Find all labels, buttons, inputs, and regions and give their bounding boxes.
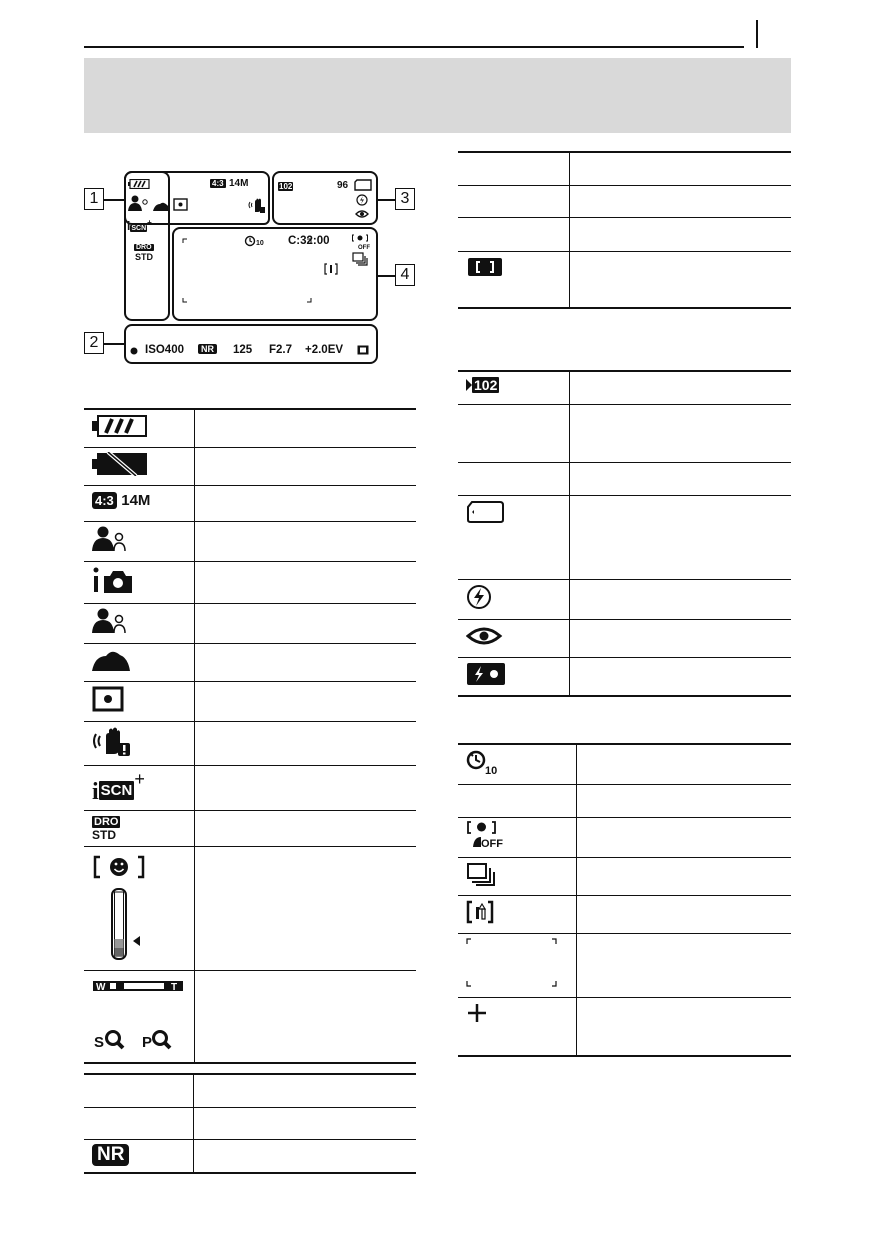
table-row: [458, 404, 791, 462]
superior-auto-icon: iSCN+: [127, 218, 152, 233]
smile-detection-icon: [92, 851, 162, 961]
table-row: [458, 934, 791, 998]
zoom-scale-icon: [92, 975, 186, 1053]
top-rule: [84, 46, 744, 48]
table-row: [84, 644, 416, 682]
image-size-text: 14M: [121, 492, 151, 509]
table-row: [458, 462, 791, 495]
af-range-finder-icon: [466, 938, 558, 988]
landscape-icon: [92, 648, 132, 672]
nr-badge: NR: [198, 344, 217, 355]
superior-auto-i: i: [92, 779, 99, 805]
self-timer-seconds: 10: [256, 240, 264, 247]
self-timer-icon: [244, 235, 256, 247]
spot-metering-icon: [92, 686, 126, 712]
spot-metering-crosshair-icon: [466, 1002, 488, 1024]
burst-icon: [466, 862, 500, 886]
table-right-2: [458, 370, 791, 697]
table-left-1: [84, 408, 416, 1064]
camera-shake-warning-icon: [92, 726, 138, 756]
red-eye-icon: [466, 624, 506, 648]
callout-line-3: [378, 199, 395, 201]
table-row: [458, 744, 791, 785]
table-row: [84, 522, 416, 562]
callout-2: 2: [84, 332, 104, 354]
table-row: [84, 1139, 416, 1173]
table-row: [458, 785, 791, 818]
self-timer-seconds: 10: [485, 765, 498, 775]
record-dot-icon: [130, 347, 138, 355]
flash-off-icon: [466, 584, 494, 610]
af-frame-icon: [466, 256, 506, 278]
histogram-icon: [324, 263, 338, 275]
self-timer-icon: [466, 749, 506, 775]
scene-recognition-icon: [92, 608, 128, 634]
table-row: [458, 619, 791, 657]
memory-card-icon: [466, 500, 506, 524]
table-row: [458, 896, 791, 934]
superior-auto-icon: SCN: [100, 782, 133, 799]
af-range-finder-frame: [182, 238, 312, 303]
callout-4: 4: [395, 264, 415, 286]
table-row: [458, 998, 791, 1056]
iso-value: ISO400: [145, 344, 184, 356]
face-off-text: OFF: [481, 838, 503, 848]
battery-full-icon: [92, 414, 148, 438]
table-row: [84, 722, 416, 766]
flash-off-icon: [356, 194, 368, 206]
table-row: [84, 448, 416, 486]
table-row: [84, 1074, 416, 1107]
smart-zoom-label: S: [94, 1034, 105, 1051]
table-row: [458, 495, 791, 579]
recording-time: C:32:00: [288, 235, 330, 247]
landscape-icon: [153, 201, 170, 211]
folder-icon: 102: [279, 182, 293, 191]
remaining-count: 96: [337, 180, 349, 191]
table-row: [458, 217, 791, 251]
dro-icon: DRO: [136, 244, 152, 251]
face-detection-icon: [128, 195, 150, 211]
table-right-3: [458, 743, 791, 1057]
aperture-value: F2.7: [269, 344, 293, 356]
exposure-value: +2.0EV: [305, 344, 344, 356]
table-row: [84, 604, 416, 644]
zoom-wide-label: W: [96, 982, 106, 993]
table-row: [458, 858, 791, 896]
battery-full-icon: [128, 179, 150, 189]
table-row: [84, 409, 416, 448]
section-header-band: [84, 58, 791, 133]
memory-card-icon: [354, 179, 372, 191]
table-row: [458, 657, 791, 696]
dro-mode: STD: [92, 828, 116, 842]
callout-3: 3: [395, 188, 415, 210]
battery-exhausted-icon: [92, 452, 148, 476]
table-row: [458, 251, 791, 308]
histogram-icon: [466, 900, 496, 924]
red-eye-icon: [355, 209, 369, 219]
callout-line-2: [104, 343, 126, 345]
table-row: [84, 847, 416, 971]
table-left-2: [84, 1073, 416, 1174]
table-right-1: [458, 151, 791, 309]
table-row: [84, 811, 416, 847]
table-row: [84, 562, 416, 604]
intelligent-auto-icon: [92, 566, 142, 594]
table-row: [84, 682, 416, 722]
dro-mode: STD: [135, 252, 153, 262]
table-row: [458, 152, 791, 185]
callout-line-4: [378, 275, 395, 277]
precision-zoom-label: P: [142, 1034, 153, 1051]
image-size-text: 14M: [229, 178, 249, 189]
table-row: [84, 971, 416, 1064]
spot-frame-icon: [357, 345, 369, 355]
screen-diagram: [82, 168, 410, 368]
flash-charging-icon: [466, 662, 508, 686]
nr-icon: NR: [92, 1144, 129, 1166]
table-row: [458, 371, 791, 404]
aspect-badge: 4:3: [92, 492, 117, 509]
plus-mark: +: [134, 769, 145, 789]
camera-shake-icon: [248, 196, 266, 214]
aspect-badge: 4:3: [212, 179, 224, 188]
table-row: [84, 1107, 416, 1139]
corner-rule: [756, 20, 758, 48]
callout-line-1: [104, 199, 126, 201]
face-detection-icon: [92, 526, 128, 552]
dro-icon: DRO: [94, 816, 119, 828]
table-row: [458, 818, 791, 858]
shutter-speed: 125: [233, 344, 253, 356]
spot-metering-icon: [173, 198, 188, 211]
face-off-text: OFF: [358, 245, 370, 251]
recording-folder-icon: 102: [474, 377, 498, 393]
zoom-tele-label: T: [171, 982, 178, 993]
table-row: [84, 766, 416, 811]
face-off-icon: [466, 820, 506, 848]
table-row: [84, 486, 416, 522]
callout-1: 1: [84, 188, 104, 210]
burst-icon: [352, 252, 368, 266]
table-row: [458, 579, 791, 619]
table-row: [458, 185, 791, 217]
